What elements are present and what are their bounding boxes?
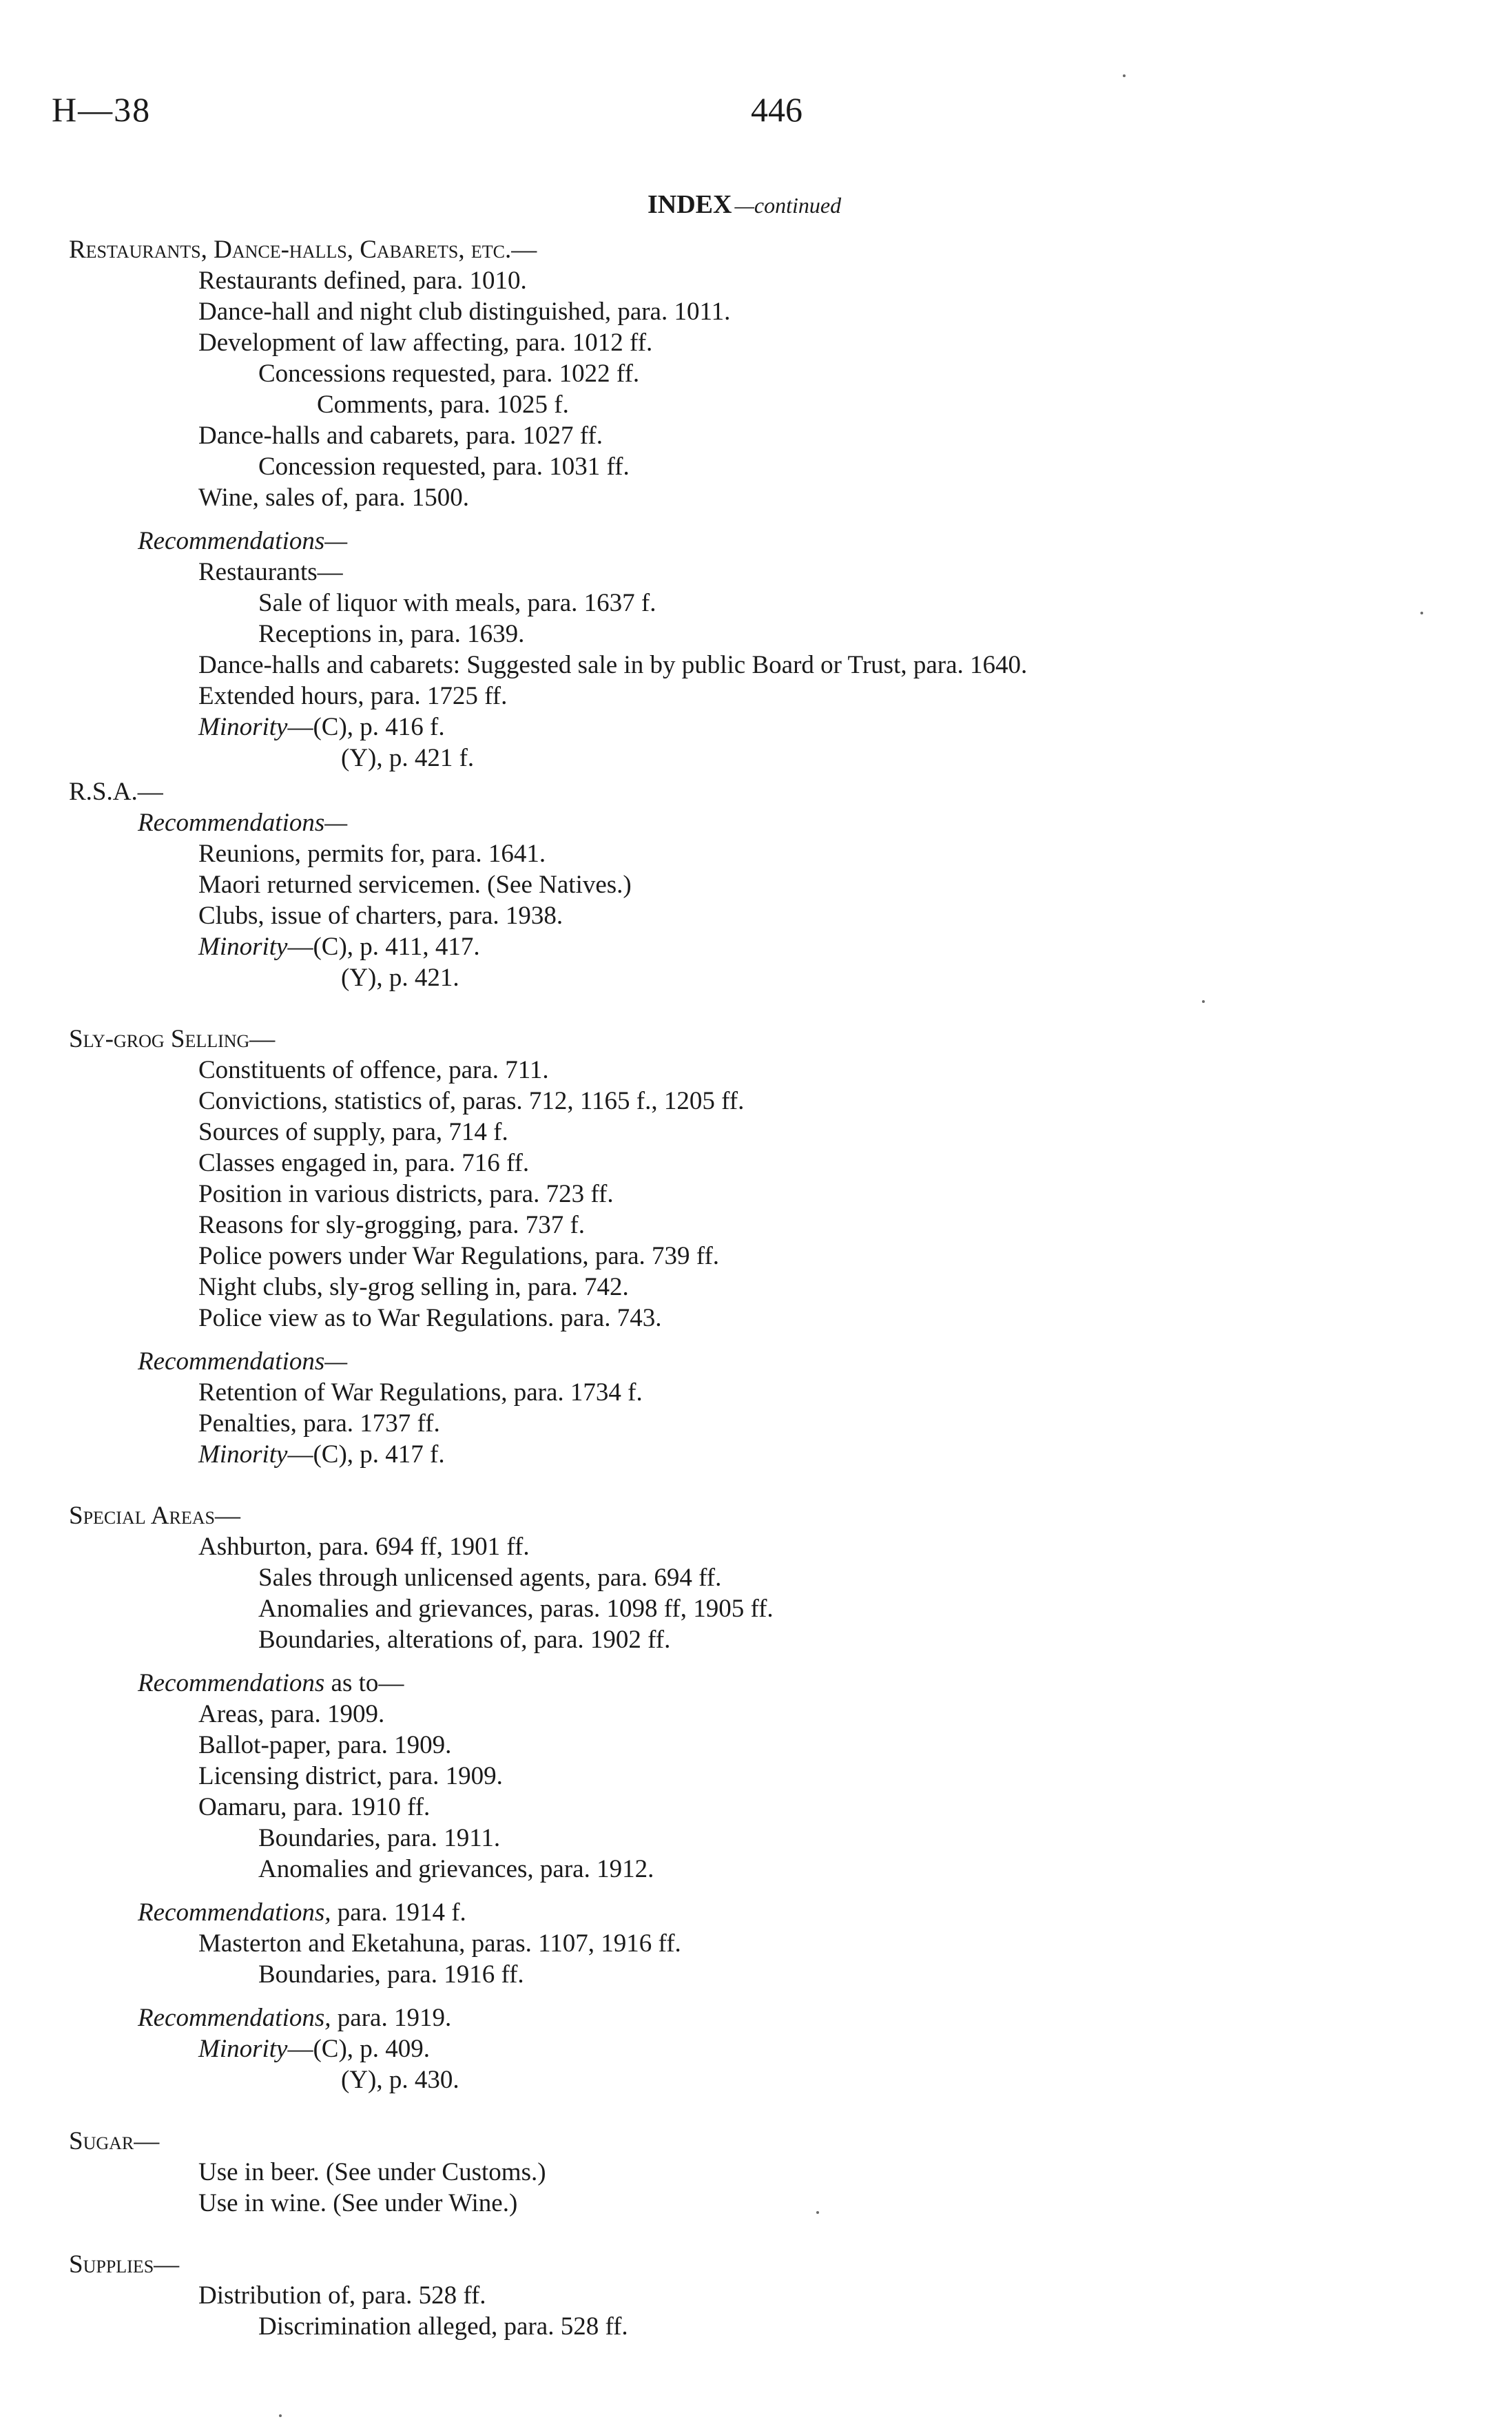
index-entry: Oamaru, para. 1910 ff. [198, 1793, 431, 1821]
index-entry: Dance-halls and cabarets: Suggested sale in by public Board or Trust, para. 1640. [198, 651, 1028, 679]
page-number: 446 [751, 90, 802, 129]
section-rsa [0, 776, 1512, 993]
minority-entry-y: (Y), p. 421. [341, 964, 459, 992]
recommendations-label: Recommendations, [138, 2004, 331, 2032]
index-entry: Licensing district, para. 1909. [198, 1762, 503, 1790]
index-entry: Ballot-paper, para. 1909. [198, 1731, 452, 1759]
index-entry: Penalties, para. 1737 ff. [198, 1409, 440, 1438]
page-header [0, 90, 1512, 145]
index-subentry: Sale of liquor with meals, para. 1637 f. [258, 589, 656, 617]
index-entry: Reunions, permits for, para. 1641. [198, 840, 546, 868]
section-heading: Special Areas— [69, 1502, 240, 1530]
index-entry: Restaurants defined, para. 1010. [198, 267, 527, 295]
minority-entry-y: (Y), p. 430. [341, 2066, 459, 2094]
index-entry: Sources of supply, para, 714 f. [198, 1118, 508, 1146]
index-entry: Restaurants— [198, 558, 343, 586]
index-entry: Convictions, statistics of, paras. 712, 1165 f., 1205 ff. [198, 1087, 745, 1115]
section-heading: R.S.A.— [69, 778, 163, 806]
index-entry: Constituents of offence, para. 711. [198, 1056, 549, 1084]
scan-speck [1123, 74, 1126, 77]
index-subentry: Anomalies and grievances, paras. 1098 ff, 1905 ff. [258, 1595, 774, 1623]
section-sugar [0, 2126, 1512, 2219]
index-entry: Extended hours, para. 1725 ff. [198, 682, 508, 710]
index-continued: —continued [734, 193, 842, 218]
index-subentry: Concessions requested, para. 1022 ff. [258, 360, 640, 388]
scan-speck [279, 2414, 282, 2417]
recommendations-label: Recommendations, [138, 1898, 331, 1927]
recommendations-label: Recommendations— [138, 809, 348, 837]
index-entry: Retention of War Regulations, para. 1734 f. [198, 1378, 643, 1407]
minority-label: Minority [198, 933, 288, 961]
index-title-text: INDEX [648, 190, 732, 219]
index-entry: Use in beer. (See under Customs.) [198, 2158, 546, 2186]
recommendations-label: Recommendations [138, 1669, 325, 1697]
index-entry: Police view as to War Regulations. para. 743. [198, 1304, 662, 1332]
index-subentry: Comments, para. 1025 f. [317, 391, 569, 419]
recommendations-suffix: para. 1914 f. [331, 1898, 466, 1927]
recommendations-para [0, 2002, 1512, 2033]
index-entry: Distribution of, para. 528 ff. [198, 2281, 486, 2310]
index-entry: Position in various districts, para. 723 ff. [198, 1180, 614, 1208]
index-subentry: Boundaries, para. 1916 ff. [258, 1960, 524, 1989]
section-restaurants [0, 234, 1512, 774]
index-body [0, 234, 1512, 2342]
minority-ref: —(C), p. 417 f. [287, 1440, 445, 1469]
minority-entry [0, 931, 1512, 962]
recommendations-label: Recommendations— [138, 527, 348, 555]
minority-label: Minority [198, 2035, 288, 2063]
index-entry: Masterton and Eketahuna, paras. 1107, 1916 ff. [198, 1929, 681, 1958]
recommendations-suffix: as to— [324, 1669, 404, 1697]
index-entry: Ashburton, para. 694 ff, 1901 ff. [198, 1533, 530, 1561]
scan-speck [1420, 612, 1423, 614]
minority-label: Minority [198, 1440, 288, 1469]
index-subentry: Boundaries, alterations of, para. 1902 ff. [258, 1626, 671, 1654]
index-entry: Areas, para. 1909. [198, 1700, 385, 1728]
recommendations-as-to [0, 1668, 1512, 1699]
minority-entry [0, 712, 1512, 743]
index-subentry: Sales through unlicensed agents, para. 694 ff. [258, 1564, 722, 1592]
scan-speck [816, 2211, 819, 2214]
recommendations-label: Recommendations— [138, 1347, 348, 1376]
index-subentry: Boundaries, para. 1911. [258, 1824, 501, 1852]
index-entry: Reasons for sly-grogging, para. 737 f. [198, 1211, 586, 1239]
minority-ref: —(C), p. 411, 417. [287, 933, 480, 961]
minority-entry-y: (Y), p. 421 f. [341, 744, 475, 772]
section-sly-grog [0, 1024, 1512, 1470]
index-subentry: Concession requested, para. 1031 ff. [258, 453, 630, 481]
index-entry: Clubs, issue of charters, para. 1938. [198, 902, 563, 930]
index-entry: Classes engaged in, para. 716 ff. [198, 1149, 530, 1177]
section-heading: Restaurants, Dance-halls, Cabarets, etc.— [69, 236, 537, 264]
index-subentry: Discrimination alleged, para. 528 ff. [258, 2312, 628, 2341]
minority-entry [0, 2033, 1512, 2064]
index-title [648, 189, 841, 220]
minority-ref: —(C), p. 409. [287, 2035, 431, 2063]
minority-label: Minority [198, 713, 288, 741]
index-entry: Dance-hall and night club distinguished, para. 1011. [198, 298, 731, 326]
recommendations-suffix: para. 1919. [331, 2004, 452, 2032]
index-entry: Police powers under War Regulations, para. 739 ff. [198, 1242, 720, 1270]
section-heading: Sly-grog Selling— [69, 1025, 276, 1053]
index-subentry: Anomalies and grievances, para. 1912. [258, 1855, 654, 1883]
recommendations-para [0, 1897, 1512, 1928]
index-entry: Maori returned servicemen. (See Natives.) [198, 871, 632, 899]
index-entry: Dance-halls and cabarets, para. 1027 ff. [198, 422, 603, 450]
minority-entry [0, 1439, 1512, 1470]
section-supplies [0, 2249, 1512, 2342]
index-subentry: Receptions in, para. 1639. [258, 620, 525, 648]
index-entry: Development of law affecting, para. 1012 ff. [198, 329, 653, 357]
section-special-areas [0, 1500, 1512, 2095]
document-code: H—38 [52, 90, 152, 129]
minority-ref: —(C), p. 416 f. [287, 713, 445, 741]
section-heading: Supplies— [69, 2250, 180, 2279]
index-entry: Use in wine. (See under Wine.) [198, 2189, 518, 2217]
index-entry: Night clubs, sly-grog selling in, para. 742. [198, 1273, 629, 1301]
index-entry: Wine, sales of, para. 1500. [198, 484, 470, 512]
section-heading: Sugar— [69, 2127, 160, 2155]
scan-speck [1202, 1000, 1205, 1003]
